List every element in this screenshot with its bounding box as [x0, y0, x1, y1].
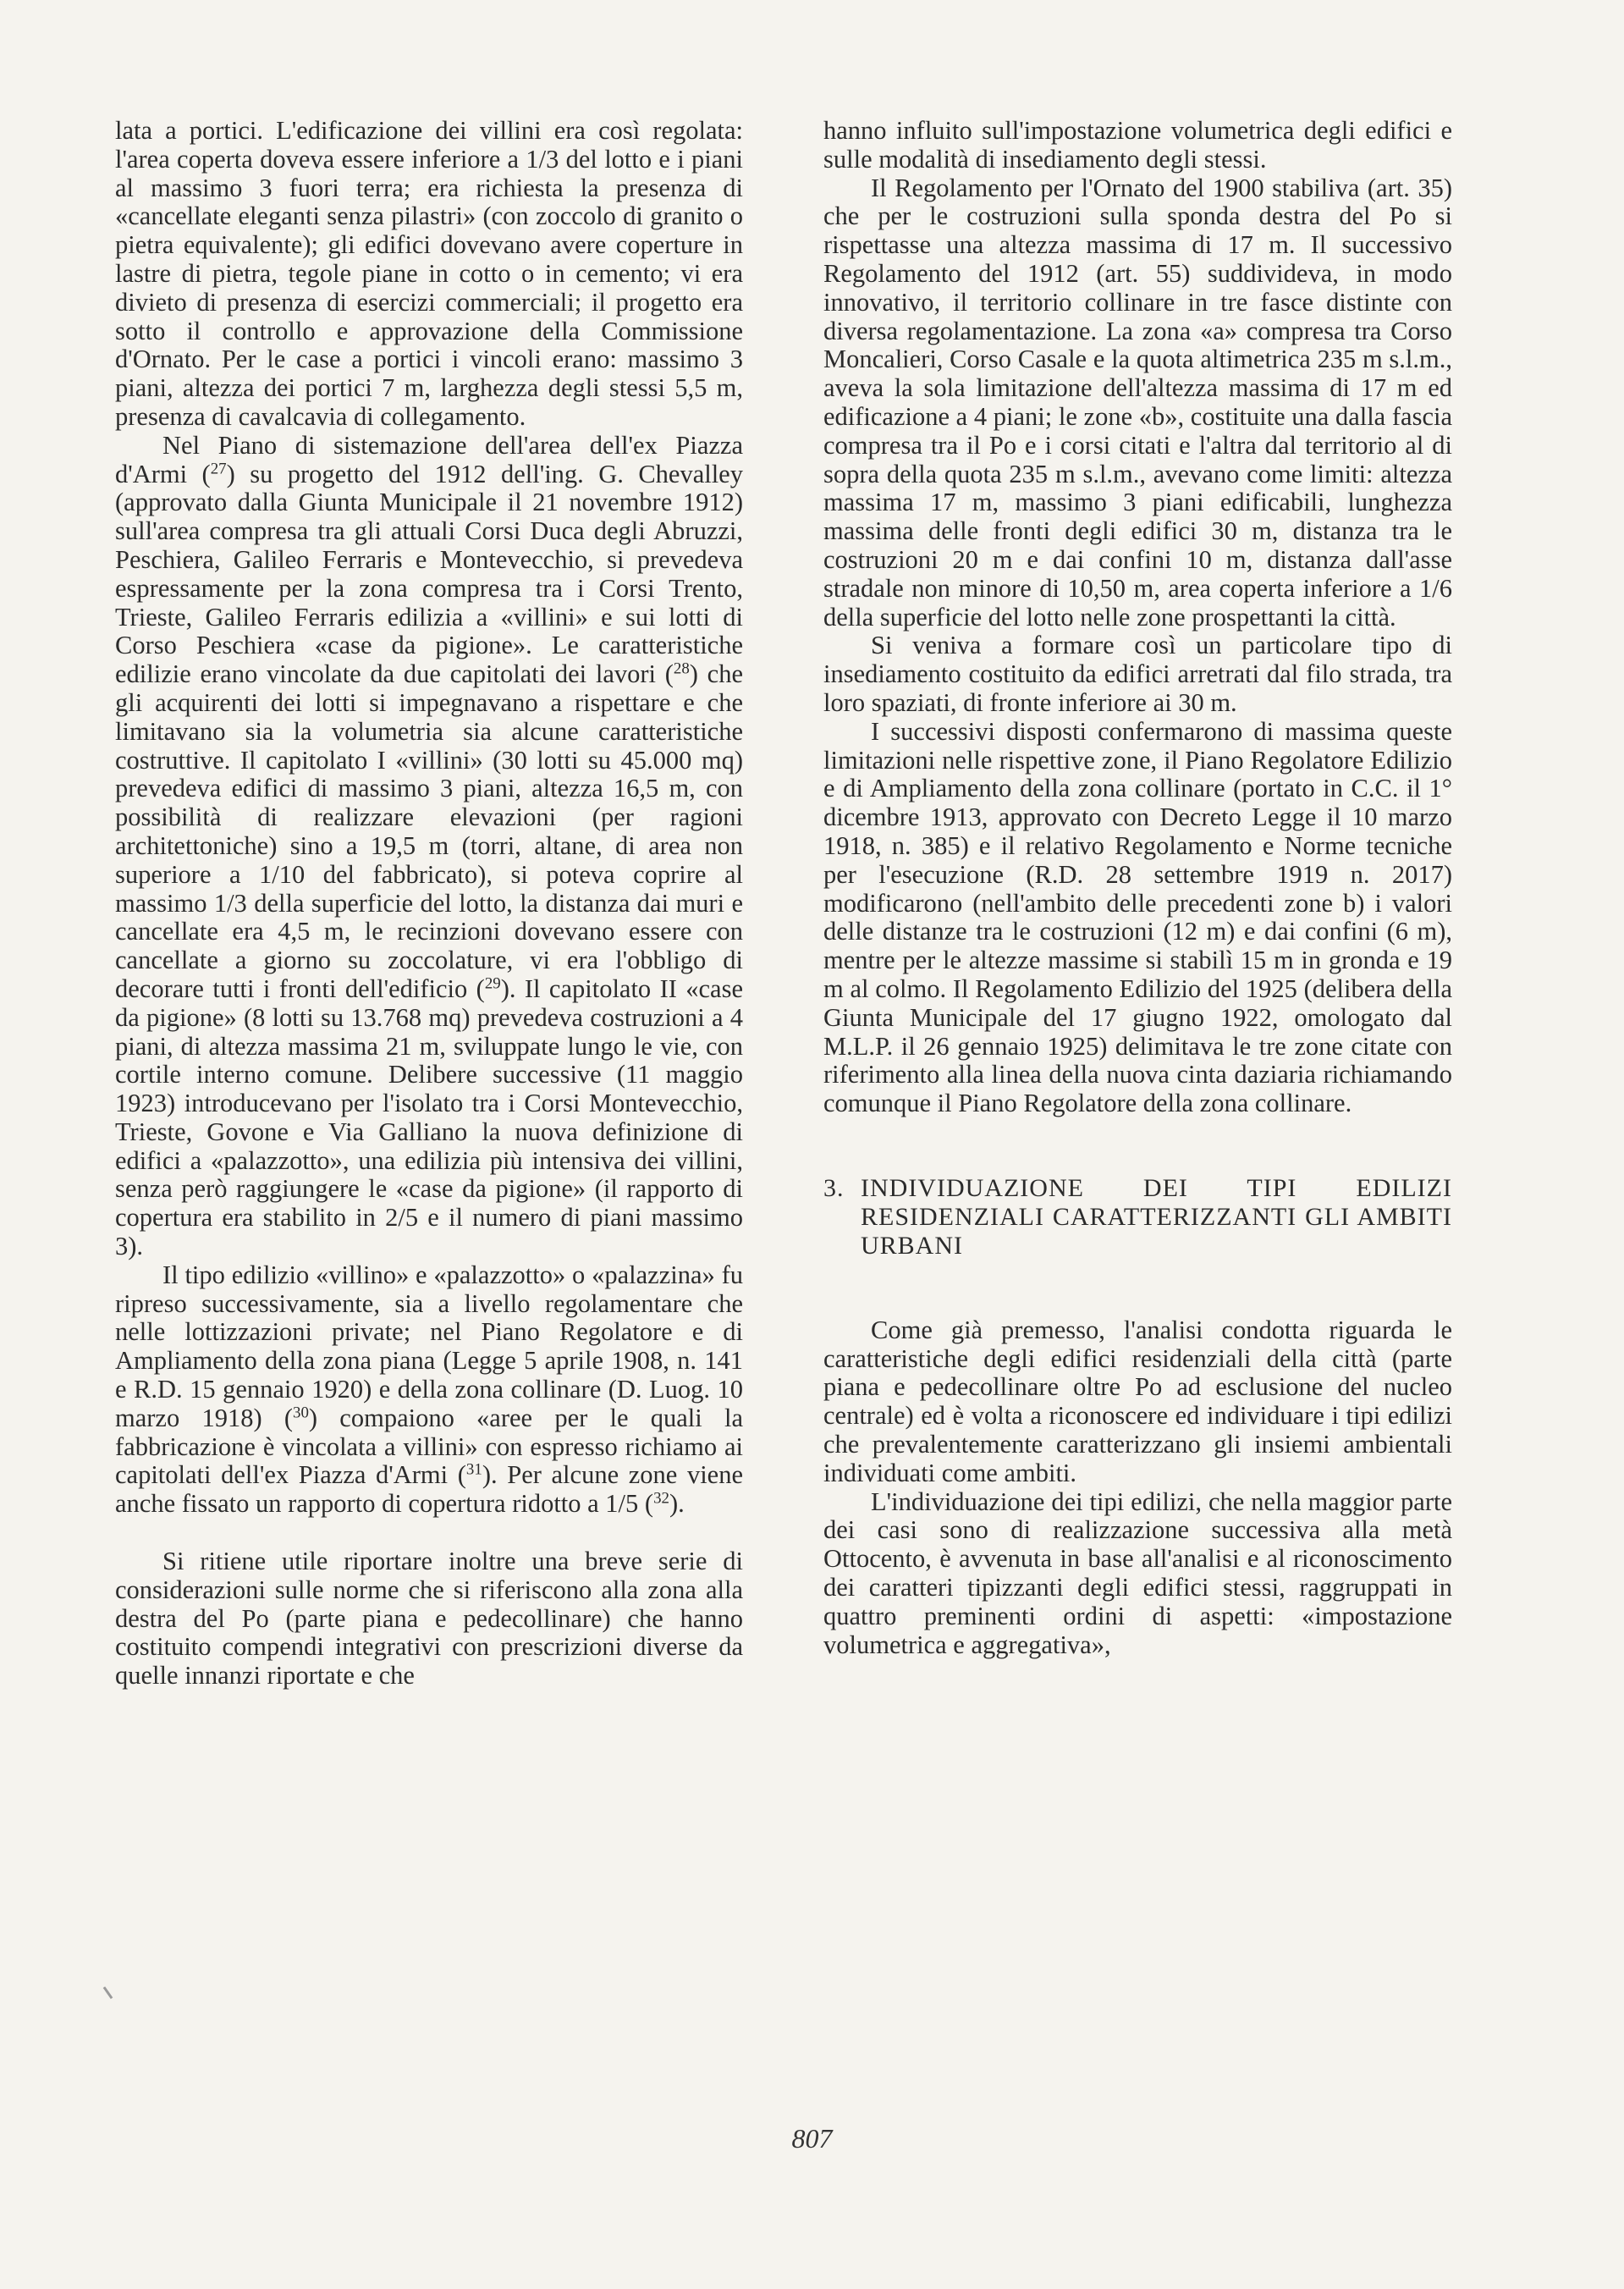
text-run: Il tipo edilizio «villino» e «palazzotto» o «palazzina» fu ripreso successivamente, sia a livello regolamentare che nelle lottizzazioni private; nel Piano Regolatore e di Ampliamento della zona piana (Legge 5 aprile 1908, n. 141 e R.D. 15 gennaio 1920) e della zona collinare (D. Luog. 10 marzo 1918) (	[115, 1260, 743, 1432]
text-run: ). Il capitolato II «case da pigione» (8 lotti su 13.768 mq) prevedeva costruzioni a 4 piani, di altezza massima 21 m, sviluppate lungo le vie, con cortile interno comune. Delibere successive (11 maggio 1923) introducevano per l'isolato tra i Corsi Montevecchio, Trieste, Govone e Via Galliano la nuova definizione di edifici a «palazzotto», una edilizia più intensiva dei villini, senza però raggiungere le «case da pigione» (il rapporto di copertura era stabilito in 2/5 e il numero di piani massimo 3).	[115, 974, 743, 1261]
section-heading	[823, 1174, 1452, 1260]
footnote-ref: 27	[210, 460, 227, 478]
paragraph: Si veniva a formare così un particolare tipo di insediamento costituito da edifici arretrati dal filo strada, tra loro spaziati, di fronte inferiore ai 30 m.	[823, 631, 1452, 717]
section-number: 3.	[823, 1173, 845, 1202]
left-column	[115, 117, 743, 1691]
footnote-ref: 31	[465, 1461, 482, 1480]
footnote-ref: 32	[653, 1489, 669, 1508]
paragraph: Il Regolamento per l'Ornato del 1900 stabiliva (art. 35) che per le costruzioni sulla sponda destra del Po si rispettasse una altezza massima di 17 m. Il successivo Regolamento del 1912 (art. 55) suddivideva, in modo innovativo, il territorio collinare in tre fasce distinte con diversa regolamentazione. La zona «a» compresa tra Corso Moncalieri, Corso Casale e la quota altimetrica 235 m s.l.m., aveva la sola limitazione dell'altezza massima di 17 m ed edificazione a 4 piani; le zone «b», costituite una dalla fascia compresa tra il Po e i corsi citati e l'altra dal territorio al di sopra della quota 235 m s.l.m., avevano come limiti: altezza massima 17 m, massimo 3 piani edificabili, lunghezza massima delle fronti degli edifici 30 m, distanza tra le costruzioni 20 m e dai confini 10 m, distanza dall'asse stradale non minore di 10,50 m, area coperta inferiore a 1/6 della superficie del lotto nelle zone prospettanti la città.	[823, 173, 1452, 632]
text-run: ) compaiono «aree per le quali la fabbricazione è vincolata a villini» con espresso richiamo ai capitolati dell'ex Piazza d'Armi (	[115, 1403, 743, 1490]
footnote-ref: 29	[484, 974, 501, 993]
footnote-ref: 30	[293, 1404, 309, 1422]
paragraph: I successivi disposti confermarono di massima queste limitazioni nelle rispettive zone, il Piano Regolatore Edilizio e di Ampliamento della zona collinare (portato in C.C. il 1° dicembre 1913, approvato con Decreto Legge il 10 marzo 1918, n. 385) e il relativo Regolamento e Norme tecniche per l'esecuzione (R.D. 28 settembre 1919 n. 2017) modificarono (nell'ambito delle precedenti zone b) i valori delle distanze tra le costruzioni (12 m) e dai confini (6 m), mentre per le altezze massime si stabilì 15 m in gronda e 19 m al colmo. Il Regolamento Edilizio del 1925 (delibera della Giunta Municipale del 17 giugno 1922, omologato dal M.L.P. il 26 gennaio 1925) delimitava le tre zone citate con riferimento alla linea della nuova cinta daziaria richiamando comunque il Piano Regolatore della zona collinare.	[823, 716, 1452, 1118]
paragraph: hanno influito sull'impostazione volumetrica degli edifici e sulle modalità di insediamento degli stessi.	[823, 116, 1452, 174]
text-run: Nel Piano di sistemazione dell'area dell'ex Piazza d'Armi (	[115, 430, 743, 488]
text-run: ) su progetto del 1912 dell'ing. G. Chevalley (approvato dalla Giunta Municipale il 21 novembre 1912) sull'area compresa tra gli attuali Corsi Duca degli Abruzzi, Peschiera, Galileo Ferraris e Montevecchio, si prevedeva espressamente per la zona compresa tra i Corsi Trento, Trieste, Galileo Ferraris edilizia a «villini» e sui lotti di Corso Peschiera «case da pigione». Le caratteristiche edilizie erano vincolate da due capitolati dei lavori (	[115, 459, 743, 689]
text-run: ).	[669, 1489, 685, 1519]
footnote-ref: 28	[673, 659, 690, 678]
text-run: ) che gli acquirenti dei lotti si impegnavano a rispettare e che limitavano sia la volumetria sia alcune caratteristiche costruttive. Il capitolato I «villini» (30 lotti su 45.000 mq) prevedeva edifici di massimo 3 piani, altezza 16,5 m, con possibilità di realizzare elevazioni (per ragioni architettoniche) sino a 19,5 m (torri, altane, di area non superiore a 1/10 del fabbricato), si poteva coprire al massimo 1/3 della superficie del lotto, la distanza dai muri e cancellate era 4,5 m, le recinzioni dovevano essere con cancellate a giorno su zoccolature, vi era l'obbligo di decorare tutti i fronti dell'edificio (	[115, 659, 743, 1003]
right-column	[823, 117, 1452, 1659]
paragraph	[115, 1261, 743, 1519]
paragraph: Si ritiene utile riportare inoltre una breve serie di considerazioni sulle norme che si riferiscono alla zona alla destra del Po (parte piana e pedecollinare) che hanno costituito compendi integrativi con prescrizioni diverse da quelle innanzi riportate e che	[115, 1547, 743, 1691]
paragraph: lata a portici. L'edificazione dei villini era così regolata: l'area coperta doveva essere inferiore a 1/3 del lotto e i piani al massimo 3 fuori terra; era richiesta la presenza di «cancellate eleganti senza pilastri» (con zoccolo di granito o pietra equivalente); gli edifici dovevano avere coperture in lastre di pietra, tegole piane in cotto o in cemento; vi era divieto di presenza di esercizi commerciali; il progetto era sotto il controllo e approvazione della Commissione d'Ornato. Per le case a portici i vincoli erano: massimo 3 piani, altezza dei portici 7 m, larghezza degli stessi 5,5 m, presenza di cavalcavia di collegamento.	[115, 116, 743, 431]
scan-mark	[103, 1987, 113, 1999]
paragraph: L'individuazione dei tipi edilizi, che nella maggior parte dei casi sono di realizzazione successiva alla metà Ottocento, è avvenuta in base all'analisi e al riconoscimento dei caratteri tipizzanti degli edifici stessi, raggruppati in quattro preminenti ordini di aspetti: «impostazione volumetrica e aggregativa»,	[823, 1486, 1452, 1659]
text-run: ). Per alcune zone viene anche fissato un rapporto di copertura ridotto a 1/5 (	[115, 1460, 743, 1519]
section-title: INDIVIDUAZIONE DEI TIPI EDILIZI RESIDENZIALI CARATTERIZZANTI GLI AMBITI URBANI	[861, 1173, 1452, 1260]
page-number: 807	[791, 2123, 833, 2154]
paragraph	[115, 432, 743, 1261]
paragraph: Come già premesso, l'analisi condotta riguarda le caratteristiche degli edifici residenziali della città (parte piana e pedecollinare oltre Po ad esclusione del nucleo centrale) ed è volta a riconoscere ed individuare i tipi edilizi che prevalentemente caratterizzano gli insiemi ambientali individuati come ambiti.	[823, 1315, 1452, 1487]
